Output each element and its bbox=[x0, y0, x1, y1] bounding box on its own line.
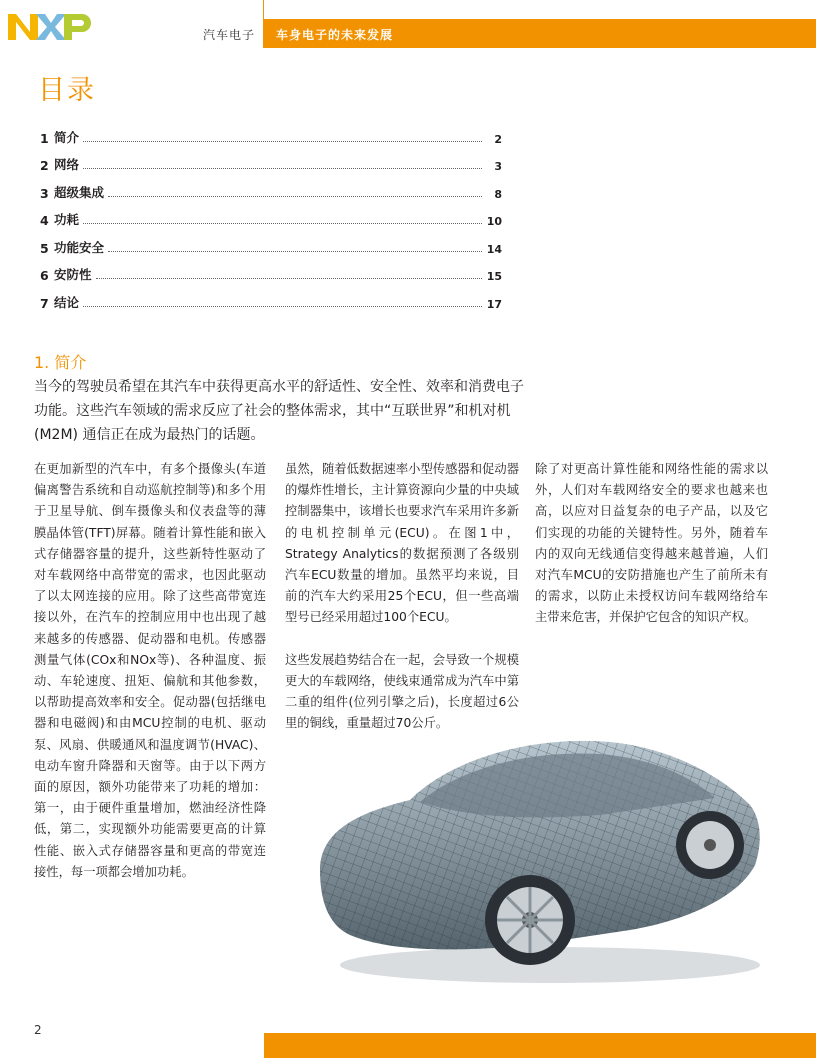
document-title: 车身电子的未来发展 bbox=[276, 28, 394, 42]
toc-leader-dots bbox=[83, 141, 482, 142]
toc-entry-functional-safety[interactable] bbox=[40, 228, 502, 256]
toc-entry-number: 7 bbox=[40, 295, 49, 311]
toc-leader-dots bbox=[108, 196, 482, 197]
toc-entry-number: 1 bbox=[40, 130, 49, 146]
nxp-logo bbox=[8, 12, 94, 42]
toc-entry-label: 简介 bbox=[54, 129, 80, 145]
intro-paragraph: 当今的驾驶员希望在其汽车中获得更高水平的舒适性、安全性、效率和消费电子功能。这些汽车领域的需求反应了社会的整体需求，其中“互联世界”和机对机 (M2M) 通信正在成为最热门的话题。 bbox=[34, 379, 524, 443]
front-wheel-icon bbox=[485, 875, 575, 965]
toc-entry-number: 2 bbox=[40, 158, 49, 173]
toc-entry-page: 14 bbox=[486, 242, 502, 256]
toc-entry-number: 3 bbox=[40, 185, 49, 201]
toc-entry-network[interactable] bbox=[40, 146, 502, 174]
toc-leader-dots bbox=[83, 223, 482, 224]
toc-entry-page: 10 bbox=[486, 215, 502, 228]
toc-entry-number: 5 bbox=[40, 240, 49, 256]
body-paragraph: 虽然，随着低数据速率小型传感器和促动器的爆炸性增长，主计算资源向少量的中央域控制器集中，该增长也要求汽车采用许多新的电机控制单元(ECU)。在图1中，Strategy Analytics的数据预测了各级别汽车ECU数量的增加。虽然平均来说，目前的汽车大约采用25个ECU，但一些高端型号已经采用超过100个ECU。 bbox=[285, 462, 519, 625]
toc-entry-security[interactable] bbox=[40, 256, 502, 284]
toc-entry-page: 8 bbox=[494, 187, 502, 201]
body-paragraph: 在更加新型的汽车中，有多个摄像头(车道偏离警告系统和自动巡航控制等)和多个用于卫星导航、倒车摄像头和仪表盘等的薄膜晶体管(TFT)屏幕。随着计算性能和嵌入式存储器容量的提升，这些新特性驱动了对车载网络中高带宽的需求，也因此驱动了以太网连接的应用。除了这些高带宽连接以外，在汽车的控制应用中也出现了越来越多的传感器、促动器和电机。传感器测量气体(COx和NOx等)、各种温度、振动、车轮速度、扭矩、偏航和其他参数，以帮助提高效率和安全。促动器(包括继电器和电磁阀)和由MCU控制的电机、驱动泵、风扇、供暖通风和温度调节(HVAC)、电动车窗升降器和天窗等。由于以下两方面的原因，额外功能带来了功耗的增加：第一，由于硬件重量增加，燃油经济性降低，第二，实现额外功能需要更高的计算性能、嵌入式存储器容量和更高的带宽连接性，每一项都会增加功耗。 bbox=[34, 462, 266, 879]
car-wireframe-image bbox=[300, 720, 770, 990]
toc-entry-super-integration[interactable] bbox=[40, 173, 502, 201]
toc-leader-dots bbox=[108, 251, 482, 252]
toc-entry-conclusion[interactable] bbox=[40, 283, 502, 311]
toc-entry-label: 超级集成 bbox=[54, 184, 105, 200]
toc-entry-page: 15 bbox=[486, 270, 502, 283]
body-column-2 bbox=[285, 459, 519, 734]
toc-title: 目录 bbox=[38, 75, 96, 106]
toc-entry-page: 3 bbox=[494, 160, 502, 173]
header-bar bbox=[264, 19, 816, 48]
body-paragraph: 除了对更高计算性能和网络性能的需求以外，人们对车载网络安全的要求也越来也高，以应对日益复杂的电子产品，以及它们实现的功能的关键特性。另外，随着车内的双向无线通信变得越来越普遍，人们对汽车MCU的安防措施也产生了前所未有的需求，以防止未授权访问车载网络给车主带来危害，并保护它包含的知识产权。 bbox=[535, 462, 768, 625]
section-heading: 1. 简介 bbox=[34, 353, 87, 372]
rear-wheel-icon bbox=[676, 811, 744, 879]
header-section-label: 汽车电子 bbox=[203, 28, 256, 42]
body-column-3 bbox=[535, 459, 768, 629]
toc-entry-label: 功能安全 bbox=[54, 239, 105, 255]
toc-entry-number: 4 bbox=[40, 213, 49, 228]
toc-entry-power[interactable] bbox=[40, 201, 502, 229]
body-paragraph: 这些发展趋势结合在一起，会导致一个规模更大的车载网络，使线束通常成为汽车中第二重的组件(位列引擎之后)，长度超过6公里的铜线，重量超过70公斤。 bbox=[285, 652, 519, 731]
toc-entry-intro[interactable] bbox=[40, 118, 502, 146]
toc-leader-dots bbox=[83, 168, 482, 169]
toc-entry-label: 网络 bbox=[54, 157, 80, 172]
toc-entry-page: 17 bbox=[486, 297, 502, 311]
footer-bar bbox=[264, 1033, 816, 1058]
toc-entry-number: 6 bbox=[40, 268, 49, 283]
body-column-1 bbox=[34, 459, 266, 883]
page-number: 2 bbox=[34, 1023, 42, 1037]
toc-entry-label: 安防性 bbox=[54, 267, 92, 282]
toc-leader-dots bbox=[96, 278, 482, 279]
toc-leader-dots bbox=[83, 306, 482, 307]
toc-entry-label: 功耗 bbox=[54, 212, 80, 227]
toc-entry-page: 2 bbox=[494, 132, 502, 146]
toc-entry-label: 结论 bbox=[54, 294, 80, 310]
table-of-contents bbox=[40, 118, 502, 311]
